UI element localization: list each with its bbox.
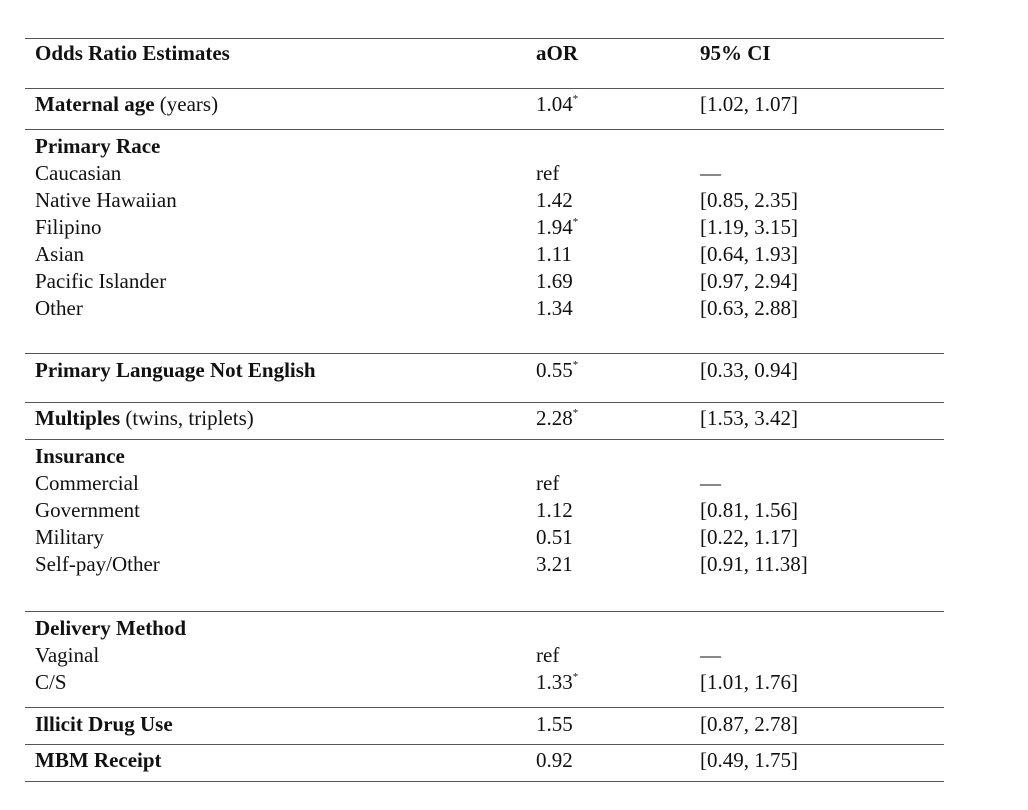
table-row-ci: [1.01, 1.76] xyxy=(700,670,798,694)
aor-value: 3.21 xyxy=(536,552,573,576)
table-row-label: Asian xyxy=(35,242,84,266)
divider-rule xyxy=(25,611,944,612)
table-row-aor xyxy=(536,470,559,497)
row-aor-language xyxy=(536,357,578,384)
table-row-aor xyxy=(536,241,572,268)
aor-value: ref xyxy=(536,471,560,495)
divider-rule xyxy=(25,129,944,130)
row-label-illicit-drug-use: Illicit Drug Use xyxy=(35,712,173,736)
aor-value: ref xyxy=(536,161,560,185)
significance-star: * xyxy=(572,407,579,419)
table-row-label: Vaginal xyxy=(35,643,100,667)
table-row-label: Military xyxy=(35,525,104,549)
table-row-ci: — xyxy=(700,643,721,667)
aor-value: 1.55 xyxy=(536,712,573,736)
table-row-aor xyxy=(536,187,573,214)
row-label-language: Primary Language Not English xyxy=(35,358,316,382)
maternal-age-label: Maternal age xyxy=(35,92,155,116)
aor-value: 2.28 xyxy=(536,406,573,430)
table-row-ci: — xyxy=(700,471,721,495)
divider-rule xyxy=(25,744,944,745)
table-top-rule xyxy=(25,38,944,39)
aor-value: ref xyxy=(536,643,560,667)
row-label-mbm-receipt: MBM Receipt xyxy=(35,748,162,772)
table-row-label: Commercial xyxy=(35,471,139,495)
significance-star: * xyxy=(572,93,579,105)
table-row-label: Self-pay/Other xyxy=(35,552,160,576)
row-ci-language: [0.33, 0.94] xyxy=(700,358,798,382)
table-row-ci: [0.81, 1.56] xyxy=(700,498,798,522)
row-ci-mbm-receipt: [0.49, 1.75] xyxy=(700,748,798,772)
aor-value: 1.42 xyxy=(536,188,573,212)
divider-rule xyxy=(25,707,944,708)
row-aor-multiples xyxy=(536,405,578,432)
table-row-aor xyxy=(536,295,573,322)
row-aor-illicit-drug-use xyxy=(536,711,573,738)
significance-star: * xyxy=(572,671,579,683)
header-rule xyxy=(25,88,944,89)
table-row-label: Filipino xyxy=(35,215,102,239)
table-row-ci: [0.22, 1.17] xyxy=(700,525,798,549)
row-ci-illicit-drug-use: [0.87, 2.78] xyxy=(700,712,798,736)
table-row-ci: [0.63, 2.88] xyxy=(700,296,798,320)
multiples-label: Multiples xyxy=(35,406,121,430)
table-row-aor xyxy=(536,160,559,187)
aor-value: 0.92 xyxy=(536,748,573,772)
header-aor: aOR xyxy=(536,41,578,65)
table-row-ci: [0.64, 1.93] xyxy=(700,242,798,266)
multiples-suffix: (twins, triplets) xyxy=(120,406,254,430)
header-odds-ratio-estimates: Odds Ratio Estimates xyxy=(35,41,230,65)
divider-rule xyxy=(25,439,944,440)
table-row-aor xyxy=(536,669,578,696)
table-row-aor xyxy=(536,214,578,241)
table-row-aor xyxy=(536,642,559,669)
significance-star: * xyxy=(572,216,579,228)
aor-value: 0.55 xyxy=(536,358,573,382)
section-title-insurance: Insurance xyxy=(35,444,125,468)
table-row-label: Other xyxy=(35,296,83,320)
table-bottom-rule xyxy=(25,781,944,782)
table-row-ci: — xyxy=(700,161,721,185)
aor-value: 0.51 xyxy=(536,525,573,549)
table-row-aor xyxy=(536,497,573,524)
divider-rule xyxy=(25,353,944,354)
table-row-ci: [0.97, 2.94] xyxy=(700,269,798,293)
table-row-label: Caucasian xyxy=(35,161,122,185)
table-row-label: C/S xyxy=(35,670,67,694)
row-aor-maternal-age xyxy=(536,91,578,118)
aor-value: 1.33 xyxy=(536,670,573,694)
table-row-ci: [0.91, 11.38] xyxy=(700,552,808,576)
table-row-ci: [0.85, 2.35] xyxy=(700,188,798,212)
row-label-multiples xyxy=(35,405,254,432)
aor-value: 1.69 xyxy=(536,269,573,293)
aor-value: 1.94 xyxy=(536,215,573,239)
aor-value: 1.12 xyxy=(536,498,573,522)
section-title-primary-race: Primary Race xyxy=(35,134,161,158)
row-ci-maternal-age: [1.02, 1.07] xyxy=(700,92,798,116)
table-row-ci: [1.19, 3.15] xyxy=(700,215,798,239)
aor-value: 1.34 xyxy=(536,296,573,320)
table-row-aor xyxy=(536,268,573,295)
header-ci: 95% CI xyxy=(700,41,771,65)
table-row-label: Native Hawaiian xyxy=(35,188,177,212)
table-row-aor xyxy=(536,524,573,551)
row-ci-multiples: [1.53, 3.42] xyxy=(700,406,798,430)
maternal-age-suffix: (years) xyxy=(154,92,219,116)
row-label-maternal-age xyxy=(35,91,218,118)
section-title-delivery-method: Delivery Method xyxy=(35,616,187,640)
aor-value: 1.11 xyxy=(536,242,572,266)
row-aor-mbm-receipt xyxy=(536,747,573,774)
table-row-aor xyxy=(536,551,573,578)
table-row-label: Pacific Islander xyxy=(35,269,167,293)
divider-rule xyxy=(25,402,944,403)
significance-star: * xyxy=(572,359,579,371)
table-row-label: Government xyxy=(35,498,140,522)
aor-value: 1.04 xyxy=(536,92,573,116)
